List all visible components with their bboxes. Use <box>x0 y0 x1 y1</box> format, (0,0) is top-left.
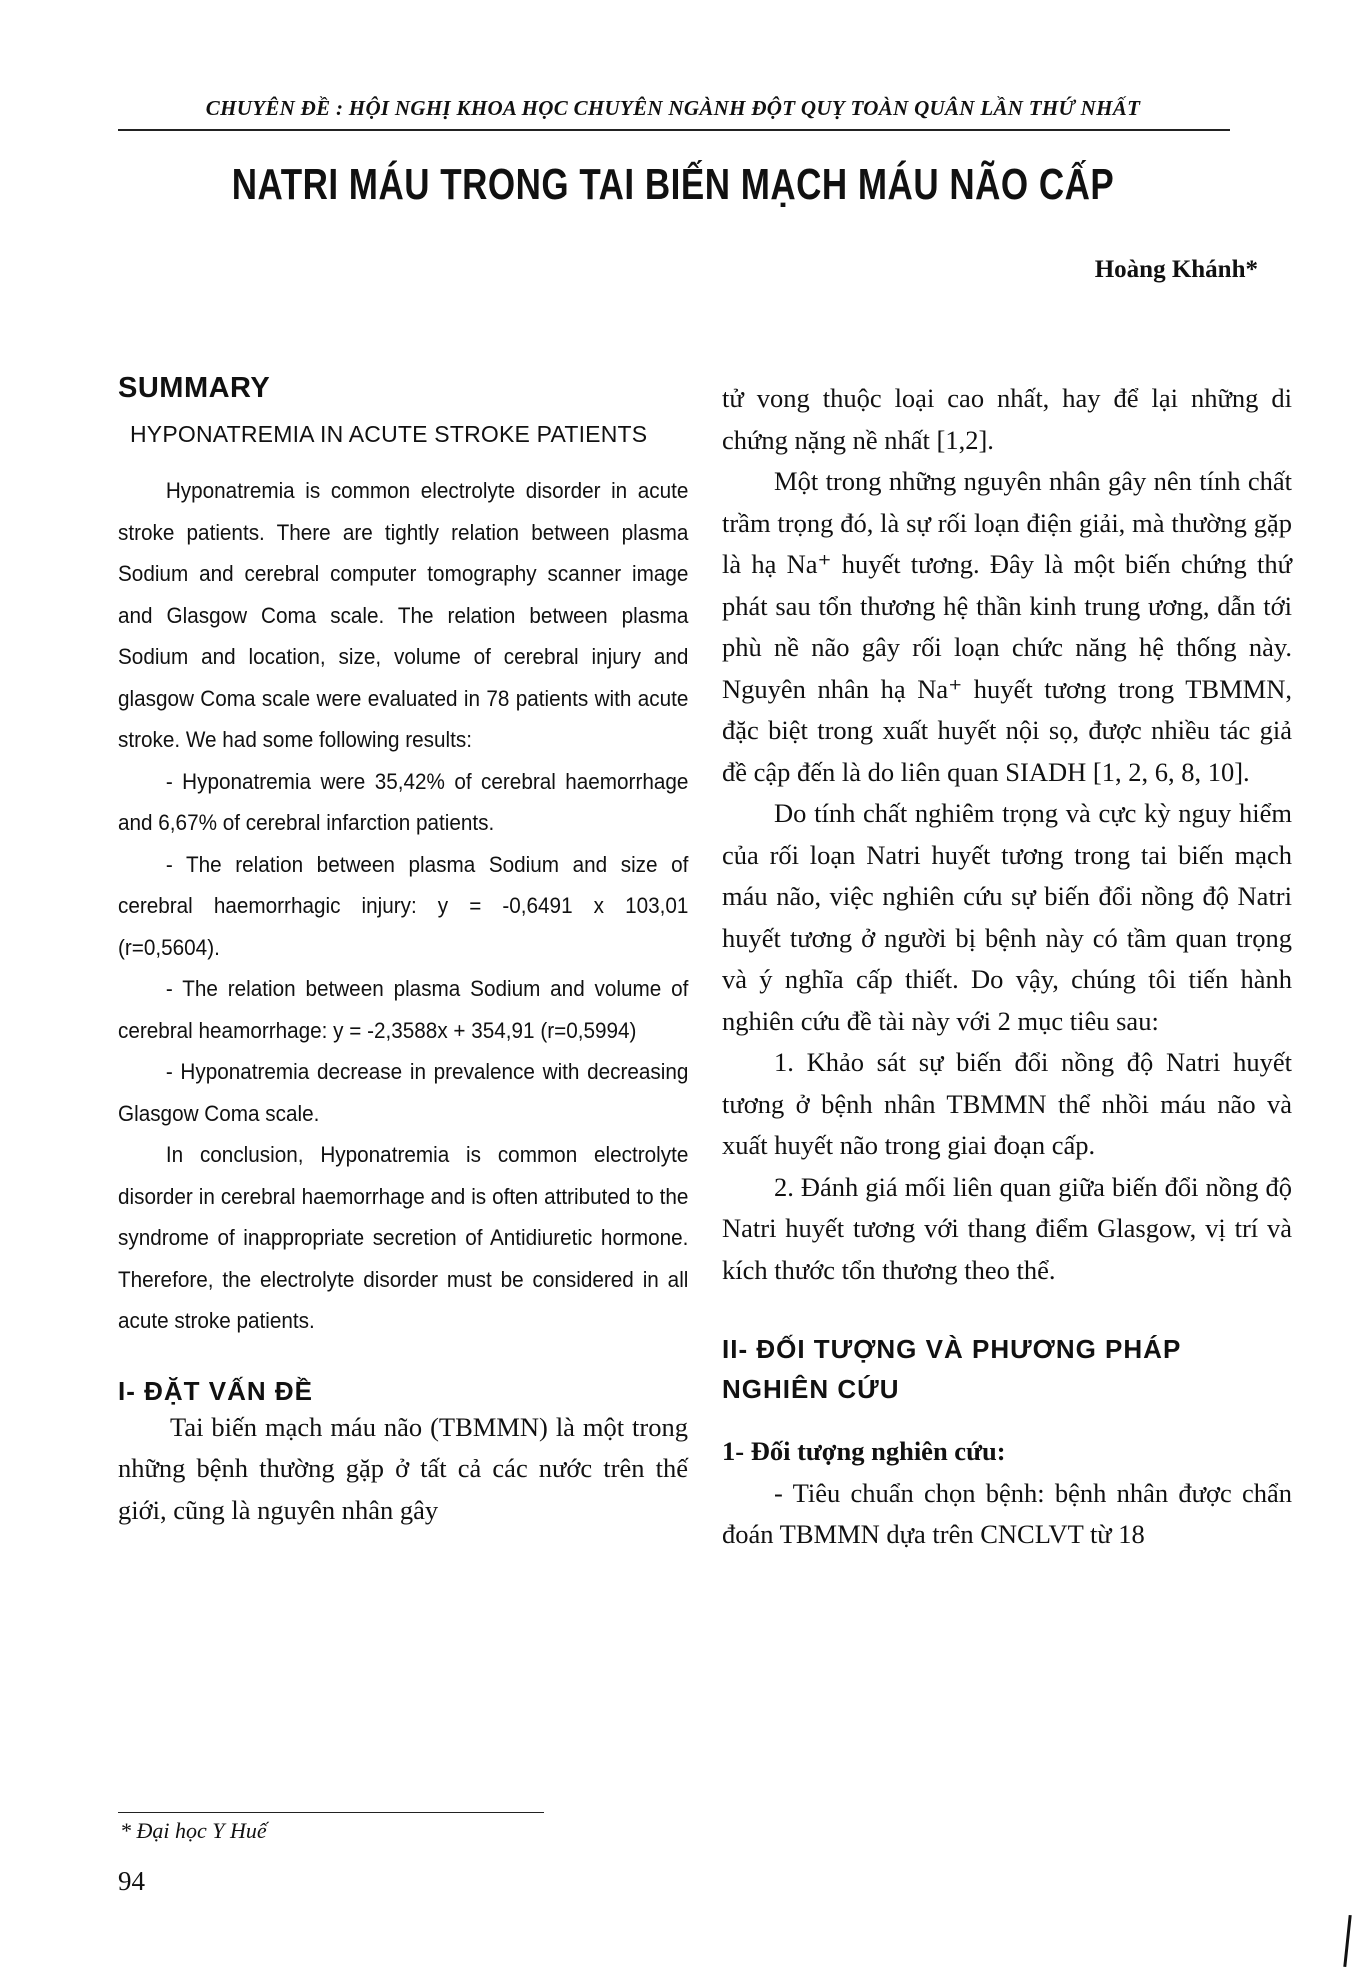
summary-result-2: - The relation between plasma Sodium and size of cerebral haemorrhagic injury: y = -0,6491 x 103,01 (r=0,5604). <box>118 851 689 960</box>
page-number: 94 <box>118 1866 145 1896</box>
objective-1: 1. Khảo sát sự biến đổi nồng độ Natri huyết tương ở bệnh nhân TBMMN thể nhồi máu não và xuất huyết não trong giai đoạn cấp. <box>722 1047 1292 1160</box>
footnote: * Đại học Y Huế <box>120 1818 267 1843</box>
summary-paragraph: Hyponatremia is common electrolyte disorder in acute stroke patients. There are tightly relation between plasma Sodium and cerebral computer tomography scanner image and Glasgow Coma scale. The relation between plasma Sodium and location, size, volume of cerebral injury and glasgow Coma scale were evaluated in 78 patients with acute stroke. We had some following results: <box>118 478 689 752</box>
section-2-heading: II- ĐỐI TƯỢNG VÀ PHƯƠNG PHÁP NGHIÊN CỨU <box>722 1334 1181 1404</box>
footnote-rule <box>118 1812 544 1813</box>
summary-conclusion: In conclusion, Hyponatremia is common electrolyte disorder in cerebral haemorrhage and is often attributed to the syndrome of inappropriate secretion of Antidiuretic hormone. Therefore, the electrolyte disorder must be considered in all acute stroke patients. <box>118 1142 689 1333</box>
summary-heading: SUMMARY <box>118 372 271 404</box>
summary-result-4: - Hyponatremia decrease in prevalence with decreasing Glasgow Coma scale. <box>118 1059 689 1126</box>
scan-edge-mark <box>1343 1915 1351 1967</box>
running-header: CHUYÊN ĐỀ : HỘI NGHỊ KHOA HỌC CHUYÊN NGÀNH ĐỘT QUỴ TOÀN QUÂN LẦN THỨ NHẤT <box>205 96 1141 120</box>
section-1-continued: tử vong thuộc loại cao nhất, hay để lại những di chứng nặng nề nhất [1,2]. <box>722 383 1292 455</box>
objective-2: 2. Đánh giá mối liên quan giữa biến đổi nồng độ Natri huyết tương với thang điểm Glasgow, vị trí và kích thước tổn thương theo thể. <box>722 1171 1292 1285</box>
summary-result-3: - The relation between plasma Sodium and volume of cerebral heamorrhage: y = -2,3588x + 354,91 (r=0,5994) <box>118 976 689 1043</box>
section-1-heading: I- ĐẶT VẤN ĐỀ <box>118 1375 313 1406</box>
left-column <box>118 372 688 1531</box>
section-1-paragraph-2: Một trong những nguyên nhân gây nên tính chất trầm trọng đó, là sự rối loạn điện giải, mà thường gặp là hạ Na⁺ huyết tương. Đây là một biến chứng thứ phát sau tổn thương hệ thần kinh trung ương, dẫn tới phù nề não gây rối loạn chức năng hệ thống này. Nguyên nhân hạ Na⁺ huyết tương trong TBMMN, đặc biệt trong xuất huyết nội sọ, được nhiều tác giả đề cập đến là do liên quan SIADH [1, 2, 6, 8, 10]. <box>722 466 1292 787</box>
section-1-paragraph: Tai biến mạch máu não (TBMMN) là một trong những bệnh thường gặp ở tất cả các nước trên thế giới, cũng là nguyên nhân gây <box>118 1411 688 1525</box>
author-name: Hoàng Khánh* <box>1094 256 1258 283</box>
summary-result-1: - Hyponatremia were 35,42% of cerebral haemorrhage and 6,67% of cerebral infarction patients. <box>118 768 689 835</box>
article-title: NATRI MÁU TRONG TAI BIẾN MẠCH MÁU NÃO CẤP <box>231 160 1115 209</box>
summary-subtitle: HYPONATREMIA IN ACUTE STROKE PATIENTS <box>130 421 648 447</box>
section-2-subheading: 1- Đối tượng nghiên cứu: <box>722 1436 1006 1466</box>
right-column <box>722 378 1292 1556</box>
header-rule <box>118 129 1230 131</box>
section-1-paragraph-3: Do tính chất nghiêm trọng và cực kỳ nguy hiểm của rối loạn Natri huyết tương trong tai biến mạch máu não, việc nghiên cứu sự biến đổi nồng độ Natri huyết tương ở người bị bệnh này có tầm quan trọng và ý nghĩa cấp thiết. Do vậy, chúng tôi tiến hành nghiên cứu đề tài này với 2 mục tiêu sau: <box>722 798 1292 1036</box>
section-2-paragraph: - Tiêu chuẩn chọn bệnh: bệnh nhân được chẩn đoán TBMMN dựa trên CNCLVT từ 18 <box>722 1477 1292 1549</box>
